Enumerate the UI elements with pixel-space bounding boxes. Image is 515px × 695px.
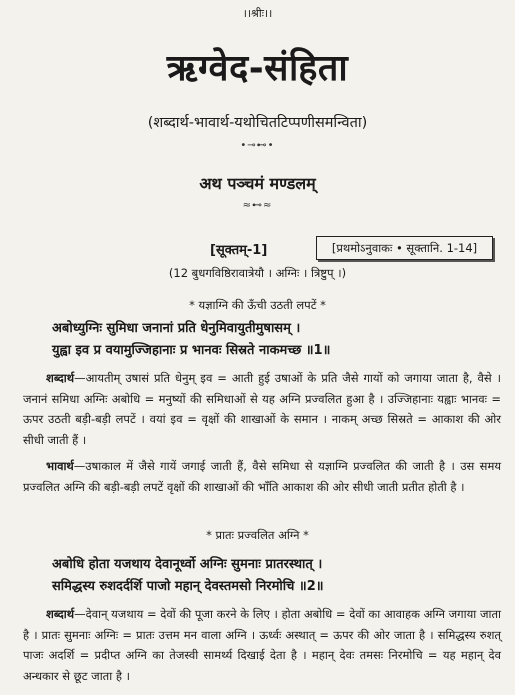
page-subtitle: (शब्दार्थ-भावार्थ-यथोचितटिप्पणीसमन्विता) [147,115,368,131]
ornament-divider: •⊸⊷• [240,140,275,151]
verse-heading: * प्रातः प्रज्वलित अग्नि * [206,528,309,542]
mantra-line: युह्वा इव प्र वयामुज्जिहानाः प्र भानवः सिस्रते नाकमच्छ ॥1॥ [52,343,331,358]
bhavarth-paragraph [23,456,501,497]
sukta-label: [सूक्तम्-1] [210,243,268,258]
ornament-divider-small: ≈⊷≈ [242,200,273,211]
mantra-line: अबोध्युग्निः सुमिधा जनानां प्रति धेनुमिवायुतीमुषासम् । [52,321,301,336]
invocation: ।।श्रीः।। [242,7,273,20]
shabdarth-text: —देवान् यजथाय = देवों की पूजा करने के लिए । होता अबोधि = देवों का आवाहक अग्नि जगाया जाता है । प्रातः सुमनाः अग्निः = प्रातः उत्तम मन वाला अग्नि । ऊर्ध्वः अस्थात् = ऊपर की ओर जाता है । समिद्धस्य रुशत् पाजः अदर्शि = प्रदीप्त अग्नि का तेजस्वी सामर्थ्य दिखाई देता है । महान् देवः तमसः निरमोचि = यह महान् देव अन्धकार से छूट जाता है । [23,607,501,683]
bhavarth-text: —उषाकाल में जैसे गायें जगाई जाती हैं, वैसे समिधा से यज्ञाग्नि प्रज्वलित की जाती है । उस समय प्रज्वलित अग्नि की बड़ी-बड़ी लपटें वृक्षों की शाखाओं की भाँति आकाश की ओर सीधी जाती प्रतीत होती है । [23,459,501,494]
mantra-block [52,554,492,598]
mantra-line: समिद्धस्य रुशदर्दर्शि पाजो महान् देवस्तमसो निरमोचि ॥2॥ [52,579,324,594]
shabdarth-text: —आयतीम् उषासं प्रति धेनुम् इव = आती हुई उषाओं के प्रति जैसे गायों को जगाया जाता है, वैसे । जनानं समिधा अग्निः अबोधि = मनुष्यों की समिधाओं से यह अग्नि प्रज्वलित हुआ है । उज्जिहानाः यह्वाः भानवः = ऊपर उठती बड़ी-बड़ी लपटें । वयां इव = वृक्षों की शाखाओं के समान । नाकम् अच्छ सिस्रते = आकाश की ओर सीधी जाती हैं । [23,371,501,447]
verse-heading: * यज्ञाग्नि की ऊँची उठती लपटें * [189,298,326,312]
shabdarth-paragraph [23,368,501,450]
page-title: ऋग्वेद-संहिता [166,48,349,89]
bhavarth-label: भावार्थ [46,459,74,473]
shabdarth-label: शब्दार्थ [46,371,75,385]
mantra-block [52,318,492,362]
mandal-heading: अथ पञ्चमं मण्डलम् [199,174,316,193]
shabdarth-paragraph [23,604,501,686]
sukta-deity-line: (12 बुधगविष्ठिरावात्रेयौ । अग्निः । त्रिष्टुप् ।) [168,266,347,280]
sukta-header [0,234,515,264]
mantra-line: अबोधि होता यजथाय देवानूर्ध्वो अग्निः सुमनाः प्रातरस्थात् । [52,557,323,572]
anuvak-box: [प्रथमोऽनुवाकः • सूक्तानि. 1-14] [316,236,493,260]
shabdarth-label: शब्दार्थ [46,607,75,621]
